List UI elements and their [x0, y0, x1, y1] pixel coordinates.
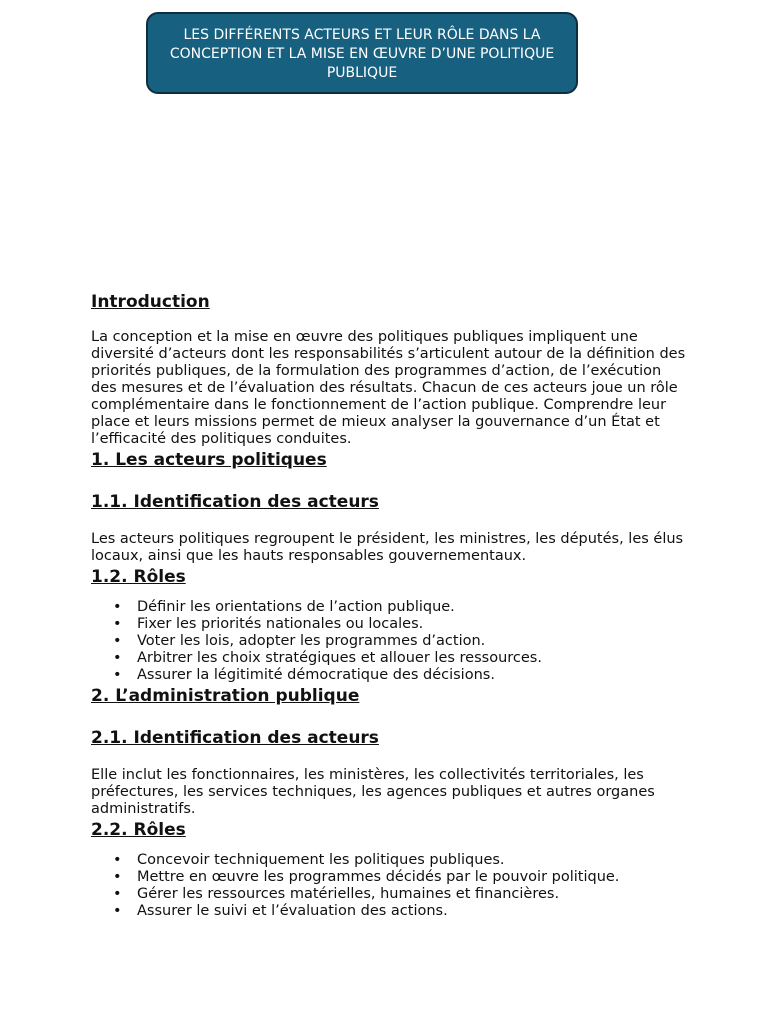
list-item: • Voter les lois, adopter les programmes d’action. — [113, 633, 486, 649]
list-item: • Assurer la légitimité démocratique des décisions. — [113, 667, 495, 683]
document-title-box — [146, 12, 578, 94]
section-1-roles-list — [91, 599, 691, 684]
document-title: LES DIFFÉRENTS ACTEURS ET LEUR RÔLE DANS LA CONCEPTION ET LA MISE EN ŒUVRE D’UNE POLITIQUE PUBLIQUE — [169, 27, 555, 81]
list-item: • Définir les orientations de l’action publique. — [113, 599, 455, 615]
bullet-icon: • — [113, 650, 122, 666]
introduction-heading: Introduction — [91, 292, 210, 312]
section-1-heading: 1. Les acteurs politiques — [91, 450, 327, 470]
list-item: • Fixer les priorités nationales ou locales. — [113, 616, 424, 632]
list-item: • Gérer les ressources matérielles, humaines et financières. — [113, 886, 560, 902]
section-2-1-paragraph: Elle inclut les fonctionnaires, les ministères, les collectivités territoriales, les préfectures, les services techniques, les agences publiques et autres organes administratifs. — [91, 767, 655, 817]
bullet-icon: • — [113, 852, 122, 868]
section-2-1-heading: 2.1. Identification des acteurs — [91, 728, 379, 748]
document-body — [91, 290, 691, 920]
list-item: • Assurer le suivi et l’évaluation des actions. — [113, 903, 448, 919]
bullet-icon: • — [113, 633, 122, 649]
section-1-2-heading: 1.2. Rôles — [91, 567, 186, 587]
bullet-icon: • — [113, 869, 122, 885]
list-item: • Arbitrer les choix stratégiques et allouer les ressources. — [113, 650, 542, 666]
bullet-icon: • — [113, 903, 122, 919]
bullet-icon: • — [113, 616, 122, 632]
section-2-heading: 2. L’administration publique — [91, 686, 360, 706]
list-item: • Concevoir techniquement les politiques publiques. — [113, 852, 505, 868]
section-1-1-heading: 1.1. Identification des acteurs — [91, 492, 379, 512]
introduction-paragraph: La conception et la mise en œuvre des politiques publiques impliquent une diversité d’acteurs dont les responsabilités s’articulent autour de la définition des priorités publiques, de la formulation des programmes d’action, de l’exécution des mesures et de l’évaluation des résultats. Chacun de ces acteurs joue un rôle complémentaire dans le fonctionnement de l’action publique. Comprendre leur place et leurs missions permet de mieux analyser la gouvernance d’un État et l’efficacité des politiques conduites. — [91, 329, 686, 447]
section-2-roles-list — [91, 852, 691, 920]
list-item: • Mettre en œuvre les programmes décidés par le pouvoir politique. — [113, 869, 620, 885]
bullet-icon: • — [113, 599, 122, 615]
bullet-icon: • — [113, 886, 122, 902]
bullet-icon: • — [113, 667, 122, 683]
section-1-1-paragraph: Les acteurs politiques regroupent le président, les ministres, les députés, les élus locaux, ainsi que les hauts responsables gouvernementaux. — [91, 531, 684, 564]
section-2-2-heading: 2.2. Rôles — [91, 820, 186, 840]
